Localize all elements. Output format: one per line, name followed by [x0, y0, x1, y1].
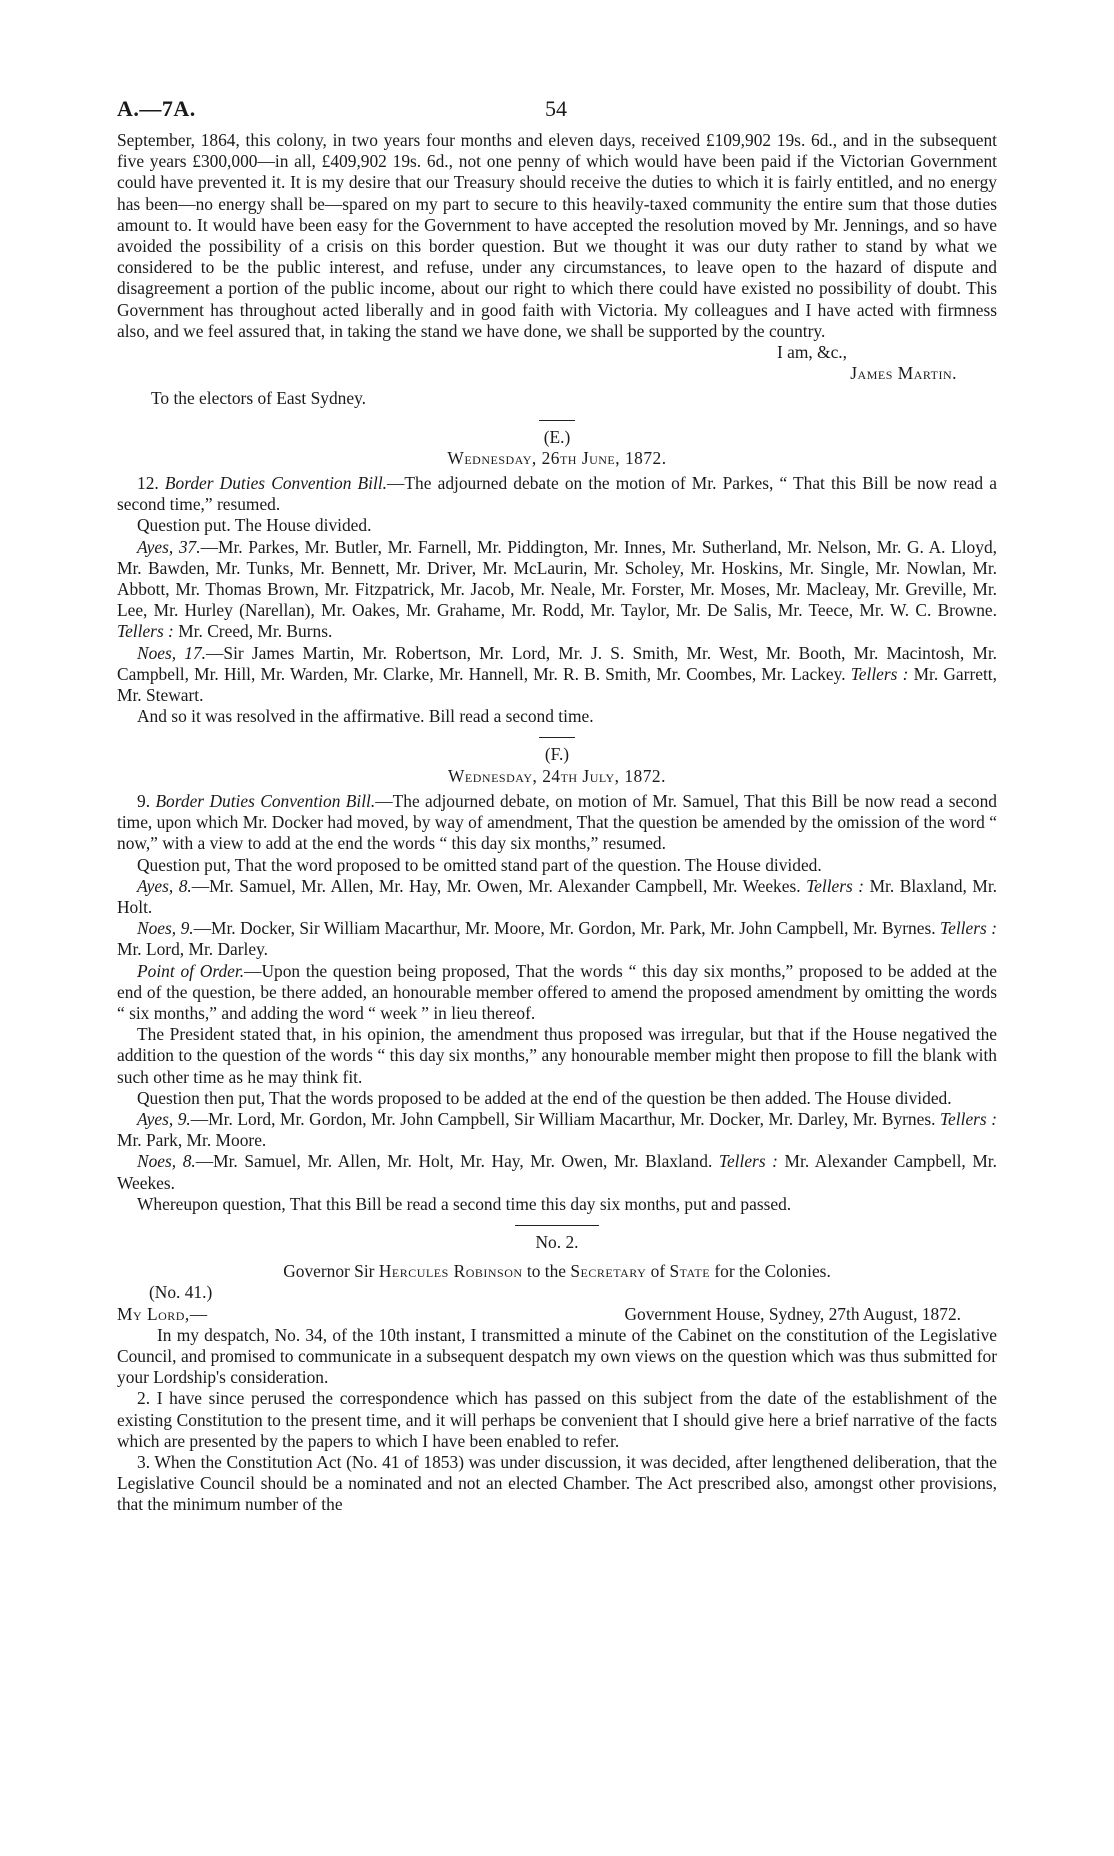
section-e-noes-label: Noes, 17.: [137, 642, 207, 663]
document-reference: A.—7A.: [117, 96, 196, 121]
section-f-result: Whereupon question, That this Bill be read a second time this day six months, put and passed.: [137, 1193, 792, 1214]
despatch-paragraph-3: 3. When the Constitution Act (No. 41 of 1853) was under discussion, it was decided, after lengthened deliberation, that the Legislative Council should be a nominated and not an elected Chamber. The Act prescribed also, amongst other provisions, that the minimum number of the: [117, 1451, 997, 1515]
letter-signature: James Martin.: [850, 363, 957, 384]
section-e-ayes-label: Ayes, 37.: [137, 536, 201, 557]
section-e-item-text: —The adjourned debate on the motion of Mr. Parkes, “ That this Bill be now read a second time,” resumed.: [117, 473, 997, 515]
section-e-ayes-list: —Mr. Parkes, Mr. Butler, Mr. Farnell, Mr. Piddington, Mr. Innes, Mr. Sutherland, Mr. Nelson, Mr. G. A. Lloyd, Mr. Bawden, Mr. Tunks, Mr. Bennett, Mr. Driver, Mr. McLaurin, Mr. Scholey, Mr. Hoskins, Mr. Single, Mr. Nowlan, Mr. Abbott, Mr. Thomas Brown, Mr. Fitzpatrick, Mr. Jacob, Mr. Neale, Mr. Forster, Mr. Moses, Mr. Macleay, Mr. Greville, Mr. Lee, Mr. Hurley (Narellan), Mr. Oakes, Mr. Grahame, Mr. Rodd, Mr. Taylor, Mr. De Salis, Mr. Teece, Mr. W. C. Browne.: [117, 536, 997, 621]
letter-body: September, 1864, this colony, in two years four months and eleven days, received £109,902 19s. 6d., and in the subsequent five years £300,000—in all, £409,902 19s. 6d., not one penny of which would have been paid if the Victorian Government could have prevented it. It is my desire that our Treasury should receive the duties to which it is fairly entitled, and no energy has been—no energy shall be—spared on my part to secure to this heavily-taxed community the entire sum that those duties amount to. It would have been easy for the Government to have accepted the resolution moved by Mr. Jennings, and so have avoided the possibility of a crisis on this border question. But we thought it was our duty rather to stand by what we considered to be the public interest, and refuse, under any circumstances, to leave open to the hazard of dispute and disagreement a portion of the public income, about our right to which there could have existed no possibility of doubt. This Government has throughout acted liberally and in good faith with Victoria. My colleagues and I have acted with firmness also, and we feel assured that, in taking the stand we have done, we shall be supported by the country.: [117, 130, 997, 341]
despatch-heading-pre: Governor Sir: [283, 1261, 375, 1282]
section-f-noes-1-tellers: Mr. Lord, Mr. Darley.: [117, 939, 269, 960]
despatch-paragraph-1: In my despatch, No. 34, of the 10th instant, I transmitted a minute of the Cabinet on the constitution of the Legislative Council, and promised to communicate in a subsequent despatch my own views on the question which was thus submitted for your Lordship's consideration.: [117, 1324, 997, 1388]
section-f-label: (F.): [544, 744, 570, 765]
despatch-sub-number: (No. 41.): [149, 1282, 213, 1303]
section-e-date: Wednesday, 26th June, 1872.: [447, 447, 667, 468]
section-e-result: And so it was resolved in the affirmative. Bill read a second time.: [137, 706, 594, 727]
section-f-noes-1: [117, 918, 997, 960]
despatch-heading-state: State: [669, 1261, 711, 1282]
section-e-item-title: Border Duties Convention Bill.: [164, 473, 388, 494]
despatch-heading-post: for the Colonies.: [714, 1261, 831, 1282]
section-f-ayes-2-tellers: Mr. Park, Mr. Moore.: [117, 1130, 267, 1151]
section-e-question: Question put. The House divided.: [137, 515, 372, 536]
section-f-ayes-1-tellers-label: Tellers :: [806, 875, 865, 896]
section-f-noes-1-label: Noes, 9.: [137, 918, 194, 939]
section-f-noes-2-label: Noes, 8.: [137, 1151, 196, 1172]
section-e-noes-tellers-label: Tellers :: [850, 663, 909, 684]
despatch-number: No. 2.: [535, 1231, 579, 1252]
section-e-ayes-tellers-label: Tellers :: [117, 621, 174, 642]
section-f-ayes-2: [117, 1109, 997, 1151]
despatch-heading-title: Secretary: [570, 1261, 647, 1282]
section-f-ayes-1: [117, 876, 997, 918]
section-e-item: [117, 473, 997, 515]
letter-addressee: To the electors of East Sydney.: [151, 388, 366, 409]
section-f-item-title: Border Duties Convention Bill.: [155, 790, 376, 811]
section-f-noes-2-tellers-label: Tellers :: [718, 1151, 778, 1172]
document-page: [117, 92, 997, 1516]
section-f-point-label: Point of Order.: [137, 960, 245, 981]
despatch-paragraph-2: 2. I have since perused the correspondence which has passed on this subject from the date of the establishment of the existing Constitution to the present time, and it will perhaps be convenient that I should give here a brief narrative of the facts which are presented by the papers to which I have been enabled to refer.: [117, 1388, 997, 1451]
section-f-item-number: 9.: [137, 790, 151, 811]
despatch-heading: [117, 1261, 997, 1282]
section-e-noes-list: —Sir James Martin, Mr. Robertson, Mr. Lord, Mr. J. S. Smith, Mr. West, Mr. Booth, Mr. Macintosh, Mr. Campbell, Mr. Hill, Mr. Warden, Mr. Clarke, Mr. Hannell, Mr. R. B. Smith, Mr. Coombes, Mr. Lackey.: [117, 642, 997, 684]
section-e-noes-tellers: Mr. Garrett, Mr. Stewart.: [117, 663, 997, 706]
page-number: 54: [545, 96, 567, 121]
section-e-label: (E.): [543, 426, 571, 447]
section-f-ayes-1-label: Ayes, 8.: [137, 875, 192, 896]
section-f-noes-2-list: —Mr. Samuel, Mr. Allen, Mr. Holt, Mr. Hay, Mr. Owen, Mr. Blaxland.: [195, 1151, 713, 1172]
page-header: [117, 92, 997, 130]
section-f-noes-1-list: —Mr. Docker, Sir William Macarthur, Mr. Moore, Mr. Gordon, Mr. Park, Mr. John Campbell, Mr. Byrnes.: [193, 918, 936, 939]
section-f-ayes-2-label: Ayes, 9.: [137, 1108, 191, 1129]
section-e-ayes: [117, 537, 997, 643]
section-divider: [539, 420, 575, 421]
section-f-question-1: Question put, That the word proposed to be omitted stand part of the question. The House divided.: [137, 854, 822, 875]
despatch-salutation-row: [117, 1304, 997, 1325]
section-f-noes-2: [117, 1151, 997, 1193]
section-f-noes-1-tellers-label: Tellers :: [940, 918, 997, 939]
section-divider: [515, 1225, 599, 1226]
despatch-heading-of: of: [650, 1261, 666, 1282]
letter-closing: I am, &c.,: [776, 342, 847, 363]
despatch-salutation: My Lord,—: [117, 1303, 208, 1324]
section-f-date: Wednesday, 24th July, 1872.: [448, 765, 666, 786]
section-f-question-2: Question then put, That the words proposed to be added at the end of the question be then added. The House divided.: [137, 1087, 952, 1108]
section-f-item: [117, 791, 997, 855]
section-f-noes-2-tellers: Mr. Alexander Campbell, Mr. Weekes.: [117, 1151, 997, 1193]
section-f-point-text: —Upon the question being proposed, That the words “ this day six months,” proposed to be added at the end of the question, be there added, an honourable member offered to amend the proposed amendment by omitting the words “ six months,” and adding the word “ week ” in lieu thereof.: [117, 960, 997, 1023]
despatch-heading-name: Hercules Robinson: [378, 1261, 523, 1282]
despatch-heading-mid: to the: [526, 1261, 567, 1282]
section-f-item-text: —The adjourned debate, on motion of Mr. Samuel, That this Bill be now read a second time, upon which Mr. Docker had moved, by way of amendment, That the question be amended by the omission of the word “ now,” with a view to add at the end the words “ this day six months,” resumed.: [117, 790, 997, 854]
section-e-noes: [117, 643, 997, 707]
section-divider: [539, 737, 575, 738]
section-f-ayes-2-list: —Mr. Lord, Mr. Gordon, Mr. John Campbell, Sir William Macarthur, Mr. Docker, Mr. Darley, Mr. Byrnes.: [190, 1108, 936, 1129]
section-f-president: The President stated that, in his opinion, the amendment thus proposed was irregular, but that if the House negatived the addition to the question of the words “ this day six months,” any honourable member might then propose to fill the blank with such other time as he may think fit.: [117, 1024, 997, 1087]
section-f-ayes-2-tellers-label: Tellers :: [939, 1108, 997, 1129]
despatch-place-date: Government House, Sydney, 27th August, 1872.: [624, 1303, 961, 1324]
section-f-ayes-1-list: —Mr. Samuel, Mr. Allen, Mr. Hay, Mr. Owen, Mr. Alexander Campbell, Mr. Weekes.: [191, 875, 801, 896]
section-f-point-of-order: [117, 961, 997, 1025]
section-e-item-number: 12.: [137, 473, 159, 494]
section-f-ayes-1-tellers: Mr. Blaxland, Mr. Holt.: [117, 875, 997, 917]
section-e-ayes-tellers: Mr. Creed, Mr. Burns.: [178, 621, 333, 642]
